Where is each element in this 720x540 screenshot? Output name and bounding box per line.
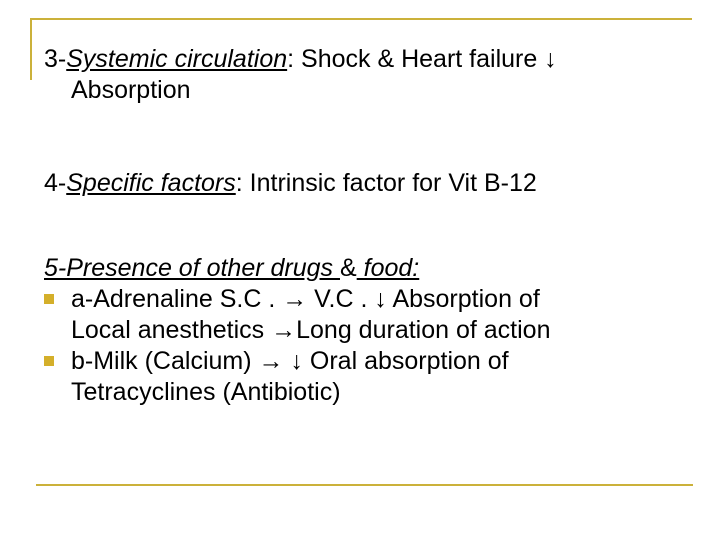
item-heading [44,253,550,284]
heading-part-b: food: [356,254,420,282]
item-colon: : [235,169,250,197]
item-text: Shock & Heart failure ↓ [301,45,557,73]
frame-bottom-border [36,484,693,486]
frame-top-border [30,18,692,20]
square-bullet-icon [44,356,54,366]
bullet-item-adrenaline [44,284,550,346]
item-line [44,168,537,199]
item-number: 4- [44,169,67,197]
bullet-line: Local anesthetics →Long duration of action [71,316,551,344]
item-continuation: Absorption [71,76,191,104]
item-specific-factors [44,168,537,199]
bullet-item-milk [44,346,550,408]
heading-ampersand: & [340,254,357,282]
item-term: Specific factors [66,169,236,197]
square-bullet-icon [44,294,54,304]
frame-left-border [30,18,32,80]
item-systemic-circulation [44,44,557,106]
item-term: Systemic circulation [66,45,288,73]
item-colon: : [287,45,302,73]
bullet-line: b-Milk (Calcium) → ↓ Oral absorption of [71,347,509,375]
heading-part-a: 5-Presence of other drugs [44,254,340,282]
item-text: Intrinsic factor for Vit B-12 [249,169,537,197]
item-presence-of-drugs [44,253,550,408]
item-line [44,44,557,75]
bullet-line: a-Adrenaline S.C . → V.C . ↓ Absorption of [71,285,540,313]
item-number: 3- [44,45,67,73]
bullet-line: Tetracyclines (Antibiotic) [71,378,341,406]
